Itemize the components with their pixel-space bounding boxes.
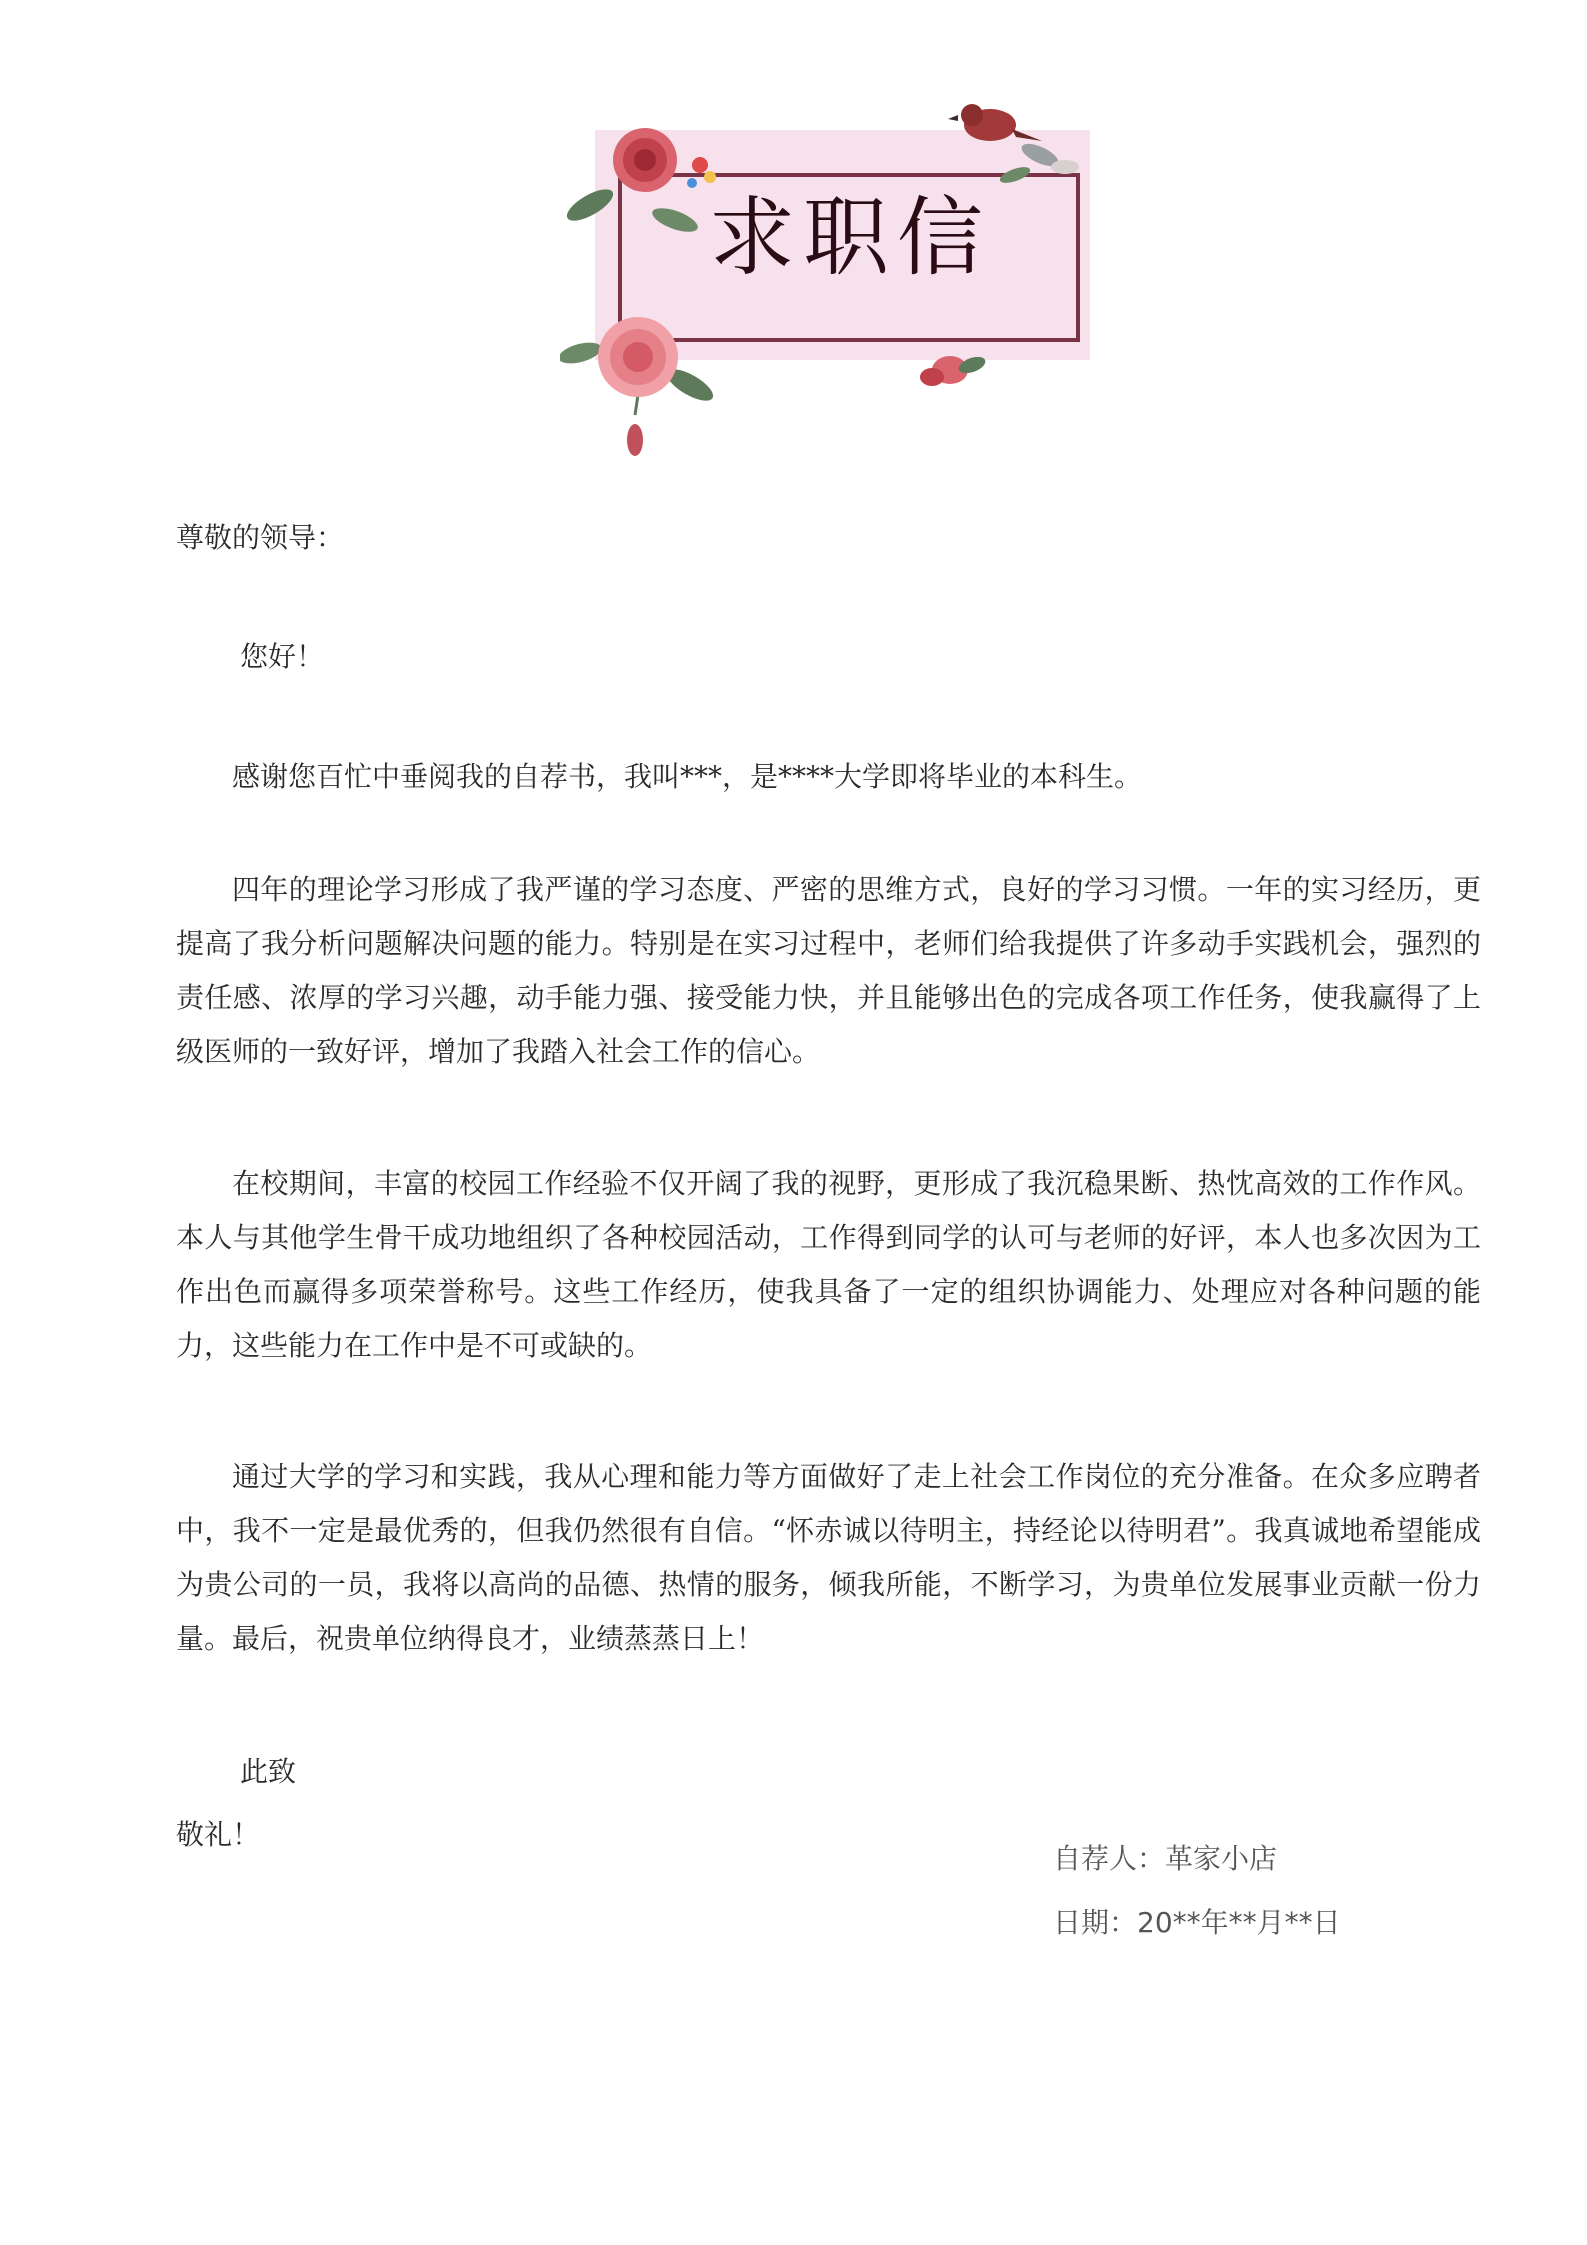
- letter-signature: 自荐人：革家小店: [1053, 1842, 1278, 1875]
- letter-paragraph-1: 感谢您百忙中垂阅我的自荐书，我叫***，是****大学即将毕业的本科生。: [232, 760, 1143, 793]
- letter-paragraph-3: 在校期间，丰富的校园工作经验不仅开阔了我的视野，更形成了我沉稳果断、热忱高效的工作作风。本人与其他学生骨干成功地组织了各种校园活动，工作得到同学的认可与老师的好评，本人也多次因为工作出色而赢得多项荣誉称号。这些工作经历，使我具备了一定的组织协调能力、处理应对各种问题的能力，这些能力在工作中是不可或缺的。: [176, 1167, 1481, 1362]
- letter-closing-line-2: 敬礼！: [176, 1818, 261, 1851]
- letter-header: [560, 95, 1120, 475]
- letter-greeting: 您好！: [240, 640, 325, 673]
- date-label: 日期：: [1053, 1906, 1138, 1939]
- letter-paragraph-2: 四年的理论学习形成了我严谨的学习态度、严密的思维方式，良好的学习习惯。一年的实习经历，更提高了我分析问题解决问题的能力。特别是在实习过程中，老师们给我提供了许多动手实践机会，强烈的责任感、浓厚的学习兴趣，动手能力强、接受能力快，并且能够出色的完成各项工作任务，使我赢得了上级医师的一致好评，增加了我踏入社会工作的信心。: [176, 873, 1481, 1068]
- date-value: 20**年**月**日: [1137, 1906, 1341, 1939]
- letter-closing-line-1: 此致: [240, 1755, 297, 1788]
- letter-salutation: 尊敬的领导：: [176, 521, 345, 554]
- page-title: 求职信: [709, 188, 991, 288]
- letter-date: [1053, 1896, 1341, 1950]
- letter-paragraph-4: 通过大学的学习和实践，我从心理和能力等方面做好了走上社会工作岗位的充分准备。在众多应聘者中，我不一定是最优秀的，但我仍然很有自信。“怀赤诚以待明主，持经论以待明君”。我真诚地希望能成为贵公司的一员，我将以高尚的品德、热情的服务，倾我所能，不断学习，为贵单位发展事业贡献一份力量。最后，祝贵单位纳得良才，业绩蒸蒸日上！: [176, 1460, 1481, 1655]
